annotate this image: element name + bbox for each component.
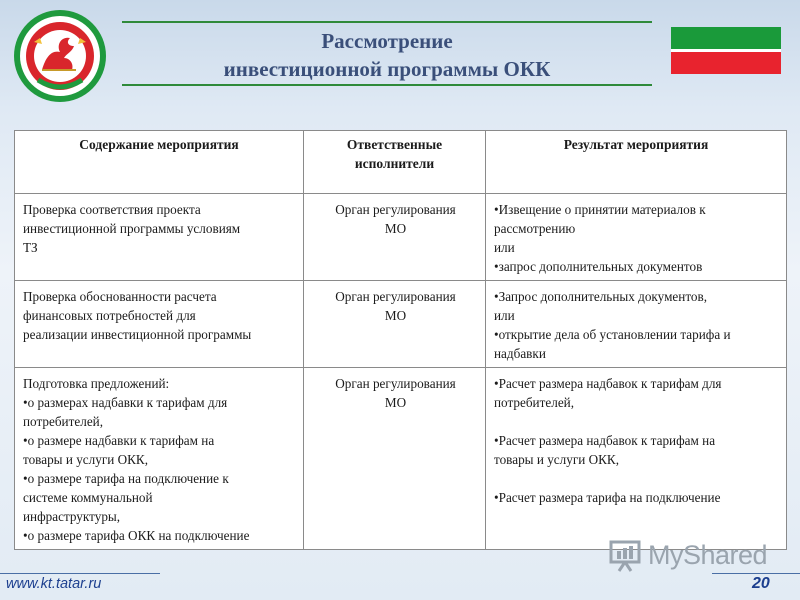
flag-red-stripe [671,52,781,74]
cell-spacer [494,469,780,488]
site-link[interactable]: www.kt.tatar.ru [6,576,102,592]
cell-text-line: инфраструктуры, [23,509,121,524]
cell-text-line: финансовых потребностей для [23,308,196,323]
title-rule-top [122,21,652,23]
cell-text-line: потребителей, [23,414,104,429]
flag-green-stripe [671,27,781,49]
cell-text-line: или [494,308,515,323]
cell-text-line: Орган регулирования [335,202,456,217]
cell-text-line: МО [384,221,407,236]
cell-text-line: системе коммунальной [23,490,153,505]
cell-executor [304,281,486,368]
cell-content [15,281,304,368]
footer-rule-left [0,573,160,574]
title-line-1: Рассмотрение [321,29,453,53]
cell-text-line: •о размере тарифа на подключение к [23,471,229,486]
cell-text-line: надбавки [494,346,546,361]
cell-result [486,281,787,368]
tatarstan-flag [671,27,781,74]
cell-spacer [494,412,780,431]
cell-text-line: •Расчет размера надбавок к тарифам на [494,433,716,448]
cell-text-line: •открытие дела об установлении тарифа и [494,327,731,342]
cell-text-line: •Извещение о принятии материалов к [494,202,706,217]
cell-text-line: инвестиционной программы условиям [23,221,241,236]
cell-text-line: •Запрос дополнительных документов, [494,289,708,304]
cell-text-line: •Расчет размера тарифа на подключение [494,490,721,505]
presentation-icon [608,538,642,572]
page-title [122,27,652,83]
cell-result [486,194,787,281]
header-executors: Ответственные исполнители [304,131,486,194]
table-row [15,281,787,368]
table-row [15,194,787,281]
cell-text-line: Орган регулирования [335,376,456,391]
cell-text-line: ТЗ [23,240,38,255]
myshared-watermark [608,538,768,574]
events-table [14,130,787,550]
header-content: Содержание мероприятия [15,131,304,194]
title-rule-bottom [122,84,652,86]
cell-text-line: Проверка обоснованности расчета [23,289,217,304]
header-result: Результат мероприятия [486,131,787,194]
cell-text-line: потребителей, [494,395,575,410]
cell-content [15,194,304,281]
cell-content [15,368,304,550]
table-body [15,194,787,550]
cell-text-line: •Расчет размера надбавок к тарифам для [494,376,722,391]
footer-rule-right [712,573,800,574]
cell-executor [304,194,486,281]
cell-text-line: Проверка соответствия проекта [23,202,201,217]
cell-text-line: Орган регулирования [335,289,456,304]
table-row [15,368,787,550]
cell-executor [304,368,486,550]
cell-text-line: МО [384,395,407,410]
cell-text-line: товары и услуги ОКК, [23,452,148,467]
cell-text-line: рассмотрению [494,221,576,236]
cell-text-line: товары и услуги ОКК, [494,452,619,467]
page-number: 20 [752,575,770,592]
cell-text-line: или [494,240,515,255]
cell-text-line: •о размере тарифа ОКК на подключение [23,528,250,543]
cell-text-line: •о размере надбавки к тарифам на [23,433,215,448]
cell-text-line: реализации инвестиционной программы [23,327,252,342]
title-line-2: инвестиционной программы ОКК [223,57,551,81]
tatarstan-emblem [12,8,108,104]
cell-text-line: Подготовка предложений: [23,376,170,391]
watermark-text: MyShared [648,540,768,570]
cell-result [486,368,787,550]
cell-text-line: МО [384,308,407,323]
cell-text-line: •запрос дополнительных документов [494,259,703,274]
table-header-row [15,131,787,194]
cell-text-line: •о размерах надбавки к тарифам для [23,395,228,410]
